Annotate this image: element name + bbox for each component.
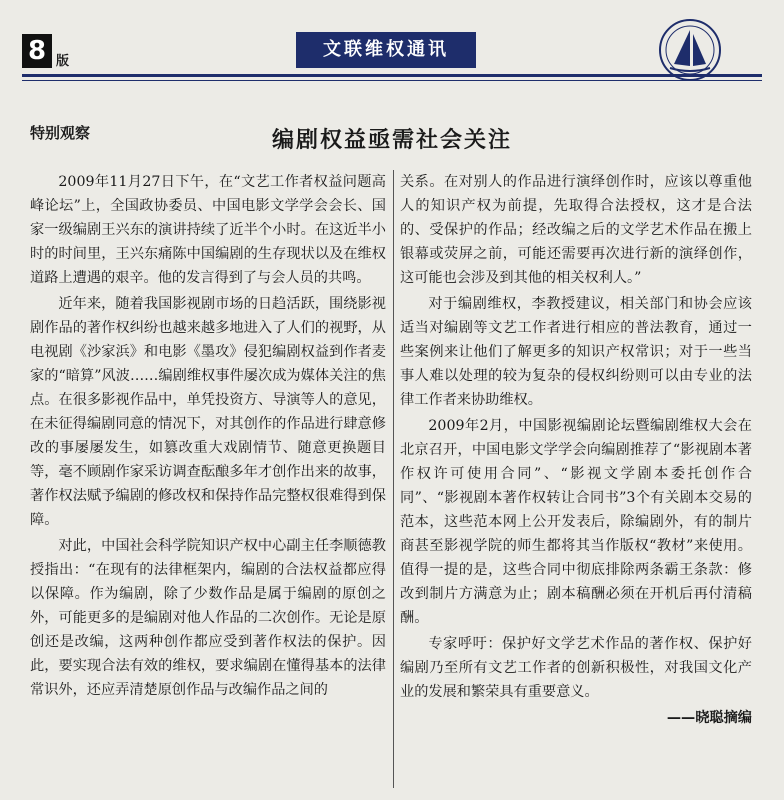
page-number-suffix: 版 <box>56 54 70 69</box>
paragraph: 对此，中国社会科学院知识产权中心副主任李顺德教授指出：“在现有的法律框架内，编剧的合法权益都应得以保障。作为编剧，除了少数作品是属于编剧的原创之外，可能更多的是编剧对他人作品的二次创作。无论是原创还是改编，这两种创作都应受到著作权法的保护。因此，要实现合法有效的维权，要求编剧在懂得基本的法律常识外，还应弄清楚原创作品与改编作品之间的 <box>30 538 386 698</box>
paragraph: 2009年11月27日下午，在“文艺工作者权益问题高峰论坛”上，全国政协委员、中国电影文学学会会长、国家一级编剧王兴东的演讲持续了近半个小时。在这近半小时的时间里，王兴东痛陈中国编剧的生存现状以及在维权道路上遭遇的艰辛。他的发言得到了与会人员的共鸣。 <box>30 174 386 286</box>
paragraph: 专家呼吁：保护好文学艺术作品的著作权、保护好编剧乃至所有文艺工作者的创新积极性，对我国文化产业的发展和繁荣具有重要意义。 <box>400 636 752 700</box>
column-divider <box>393 170 394 788</box>
right-column <box>400 170 752 730</box>
paragraph: 近年来，随着我国影视剧市场的日趋活跃，围绕影视剧作品的著作权纠纷也越来越多地进入了人们的视野，从电视剧《沙家浜》和电影《墨攻》侵犯编剧权益到作者麦家的“暗算”风波……编剧维权事件屡次成为媒体关注的焦点。在很多影视作品中，单凭投资方、导演等人的意见，在未征得编剧同意的情况下，对其创作的作品进行肆意修改的事屡屡发生，如篡改重大戏剧情节、随意更换题目等，毫不顾剧作家采访调查酝酿多年才创作出来的故事，著作权法赋予编剧的修改权和保持作品完整权很难得到保障。 <box>30 296 386 528</box>
header-rule-thin <box>22 80 762 81</box>
section-label: 特别观察 <box>30 124 91 142</box>
column-title: 文联维权通讯 <box>296 32 476 68</box>
byline: ——晓聪摘编 <box>666 710 752 726</box>
page-number: 8 <box>22 34 52 68</box>
paragraph: 关系。在对别人的作品进行演绎创作时，应该以尊重他人的知识产权为前提，先取得合法授权，这才是合法的、受保护的作品；经改编之后的文学艺术作品在搬上银幕或荧屏之前，可能还需要再次进行新的演绎创作，这可能也会涉及到其他的相关权利人。” <box>400 174 752 286</box>
article-title: 编剧权益亟需社会关注 <box>271 128 512 153</box>
left-column <box>30 170 386 702</box>
paragraph: 对于编剧维权，李教授建议，相关部门和协会应该适当对编剧等文艺工作者进行相应的普法教育，通过一些案例来让他们了解更多的知识产权常识；对于一些当事人难以处理的较为复杂的侵权纠纷则可以由专业的法律工作者来协助维权。 <box>400 296 752 408</box>
header-rule-thick <box>22 74 762 77</box>
paragraph: 2009年2月，中国影视编剧论坛暨编剧维权大会在北京召开，中国电影文学学会向编剧推荐了“影视剧本著作权许可使用合同”、“影视文学剧本委托创作合同”、“影视剧本著作权转让合同书”3个有关剧本交易的范本，这些范本网上公开发表后，除编剧外，有的制片商甚至影视学院的师生都将其当作版权“教材”来使用。值得一提的是，这些合同中彻底排除两条霸王条款：修改到制片方满意为止；剧本稿酬必须在开机后再付清稿酬。 <box>400 418 752 626</box>
